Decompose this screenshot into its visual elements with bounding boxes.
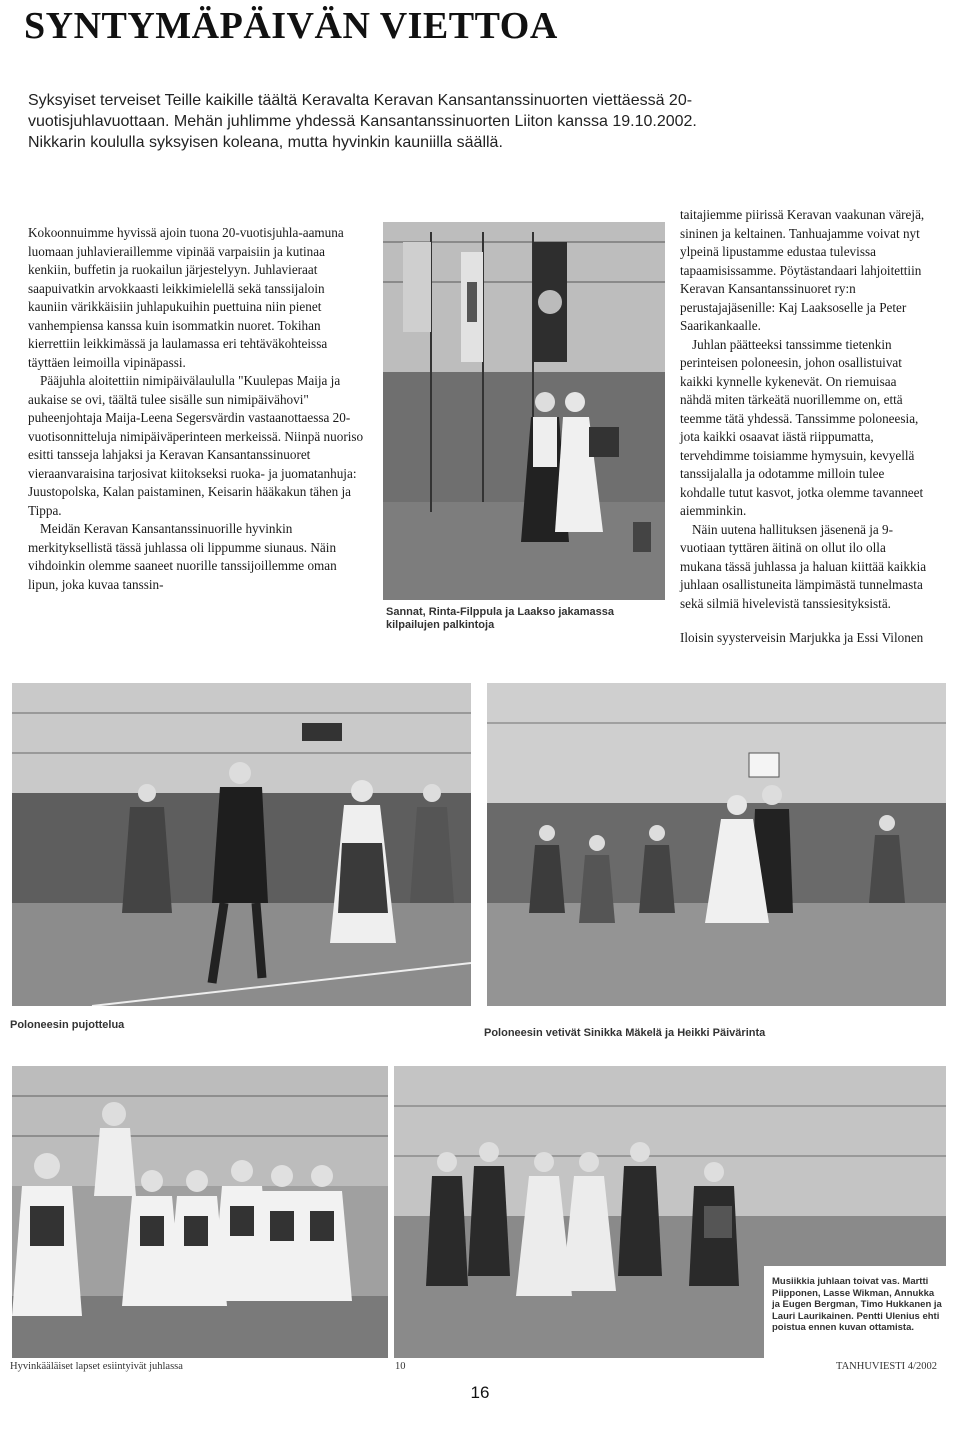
article-lead: Syksyiset terveiset Teille kaikille täältä Keravalta Keravan Kansantanssinuorten viettäessä 20-vuotisjuhlavuottaan. Mehän juhlimme yhdessä Kansantanssinuorten Liiton kanssa 19.10.2002. Nikkarin koululla syksyisen koleana, mutta hyvinkin kauniilla säällä. <box>28 92 697 151</box>
paragraph: taitajiemme piirissä Keravan vaakunan värejä, sininen ja keltainen. Tanhuajamme voivat nyt ylpeinä lipustamme edustaa tulevissa tapaamisissamme. Pöytästandaari lahjoitettiin Keravan Kansantanssinuoret ry:n perustajajäsenille: Kaj Laaksoselle ja Peter Saarikankaalle. <box>680 207 925 333</box>
signature: Iloisin syysterveisin Marjukka ja Essi Vilonen <box>680 630 924 645</box>
inner-page-number: 10 <box>395 1361 406 1372</box>
flag-ceremony-image <box>383 222 665 600</box>
caption-flag-photo: Sannat, Rinta-Filppula ja Laakso jakamassa kilpailujen palkintoja <box>386 606 615 631</box>
photo-children <box>12 1066 388 1358</box>
caption-polonaise-left: Poloneesin pujottelua <box>10 1019 125 1031</box>
text-column-right <box>680 206 930 648</box>
photo-polonaise-left <box>12 683 471 1006</box>
article-title: SYNTYMÄPÄIVÄN VIETTOA <box>24 5 558 47</box>
caption-musicians: Musiikkia juhlaan toivat vas. Martti Piipponen, Lasse Wikman, Annukka ja Eugen Bergman, Timo Hukkanen ja Lauri Laurikainen. Pentti Ulenius ehti poistua ennen kuvan ottamista. <box>772 1276 942 1333</box>
children-image <box>12 1066 388 1358</box>
photo-polonaise-right <box>487 683 946 1006</box>
paragraph: Näin uutena hallituksen jäsenenä ja 9-vuotiaan tyttären äitinä on ollut ilo olla mukana tässä juhlassa ja haluan kiittää kaikkia juhlaan osallistuneita lämpimästä tunnelmasta sekä silmiä hivelevistä tanssiesityksistä. <box>680 521 927 611</box>
paragraph: Juhlan päätteeksi tanssimme tietenkin perinteisen poloneesin, johon osallistuivat kaikki kynnelle kykenevät. On riemuisaa nähdä miten tärkeätä nuorillemme on, että teemme tätä yhdessä. Tanssimme poloneesia, jota kaikki osaavat iästä riippumatta, tervehdimme toisiamme hymysuin, kevyellä tanssijalalla ja odotamme milloin tulee kohdalle tutut kasvot, jotka olemme tavanneet aiemminkin. <box>680 336 924 518</box>
paragraph: Pääjuhla aloitettiin nimipäivälaululla "Kuulepas Maija ja aukaise se ovi, täältä tulee sisälle sun nimipäivähovi" puheenjohtaja Maija-Leena Segersvärdin vastaanottaessa 20-vuotisonnitteluja nimipäiväperinteen merkeissä. Niinpä nuoriso esitti tansseja lahjaksi ja Keravan Kansantanssinuoret vieraanvaraisina tarjosivat kiitokseksi ruoka- ja juomatanhuja: Juustopolska, Kalan paistaminen, Keisarin hääkakun tähen ja Tippa. <box>28 373 364 518</box>
paragraph: Kokoonnuimme hyvissä ajoin tuona 20-vuotisjuhla-aamuna luomaan juhlavieraillemme vipinää varpaisiin ja kutinaa kenkiin, buffetin ja ruokailun järjestelyyn. Juhlavieraat saapuivatkin arvokkaasti leikkimielellä sekä tanssijaloin kauniin värikkäisiin juhlapukuihin puettuina niin pienet vanhempiensa kanssa kuin isommatkin nuoret. Tokihan kierrettiin leikkimässä ja laulamassa eri tehtäväkohteissa täyttäen leimoilla vipinäpassi. <box>28 225 344 370</box>
photo-flag-ceremony <box>383 222 665 600</box>
magazine-issue: TANHUVIESTI 4/2002 <box>836 1361 937 1372</box>
paragraph: Meidän Keravan Kansantanssinuorille hyvinkin merkityksellistä tässä juhlassa oli lippumme siunaus. Näin vihdoinkin olemme saaneet nuorille tanssijoillemme oman lipun, joka kuvaa tanssin- <box>28 521 337 592</box>
caption-children: Hyvinkääläiset lapset esiintyivät juhlassa <box>10 1361 183 1372</box>
text-column-left <box>28 224 366 594</box>
page-number: 16 <box>470 1383 490 1402</box>
caption-polonaise-right: Poloneesin vetivät Sinikka Mäkelä ja Heikki Päivärinta <box>484 1027 766 1039</box>
polonaise-left-image <box>12 683 471 1006</box>
polonaise-right-image <box>487 683 946 1006</box>
